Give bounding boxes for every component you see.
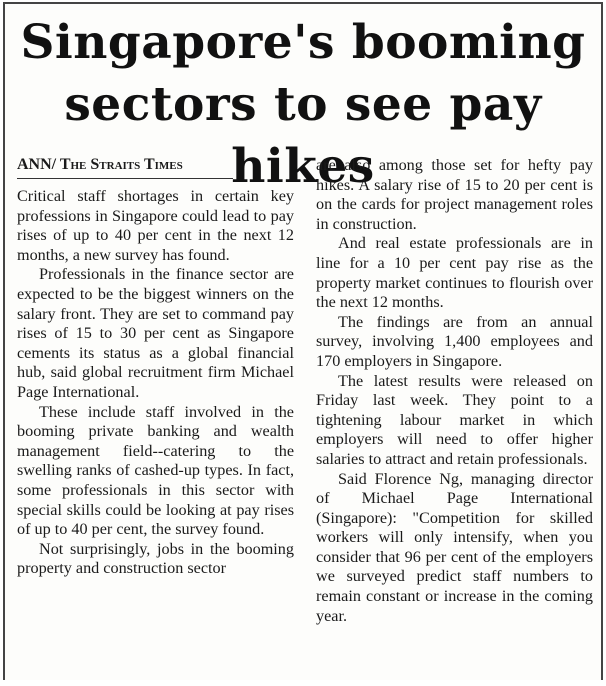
paragraph: Said Florence Ng, managing director of Michael Page International (Singapore): "Competition for skilled workers will only intensify, when you consider that 96 per cent of the employers we surveyed predict staff numbers to remain constant or increase in the coming year. [316,469,593,625]
paragraph: And real estate professionals are in line for a 10 per cent pay rise as the property market continues to flourish over the next 12 months. [316,234,593,312]
paragraph: These include staff involved in the booming private banking and wealth management field--catering to the swelling ranks of cashed-up types. In fact, some professionals in this sector with special skills could be looking at pay rises of up to 40 per cent, the survey found. [17,402,294,539]
right-column [316,156,593,626]
left-column [17,156,294,626]
paragraph: The latest results were released on Friday last week. They point to a tightening labour market in which employers will need to offer higher salaries to attract and retain professionals. [316,371,593,468]
paragraph: Not surprisingly, jobs in the booming property and construction sector [17,539,294,578]
article-body [17,156,593,626]
paragraph: are also among those set for hefty pay hikes. A salary rise of 15 to 20 per cent is on the cards for project management roles in construction. [316,156,593,233]
paragraph: The findings are from an annual survey, involving 1,400 employees and 170 employers in Singapore. [316,312,593,370]
newspaper-clipping [3,2,603,680]
byline: ANN/ The Straits Times [17,156,233,179]
headline-line-2: sectors to see pay hikes [64,77,542,194]
paragraph: Critical staff shortages in certain key professions in Singapore could lead to pay rises of up to 40 per cent in the next 12 months, a new survey has found. [17,187,294,264]
headline-line-1: Singapore's booming [20,15,586,70]
paragraph: Professionals in the finance sector are expected to be the biggest winners on the salary front. They are set to command pay rises of 15 to 30 per cent as Singapore cements its status as a global financial hub, said global recruitment firm Michael Page International. [17,265,294,401]
